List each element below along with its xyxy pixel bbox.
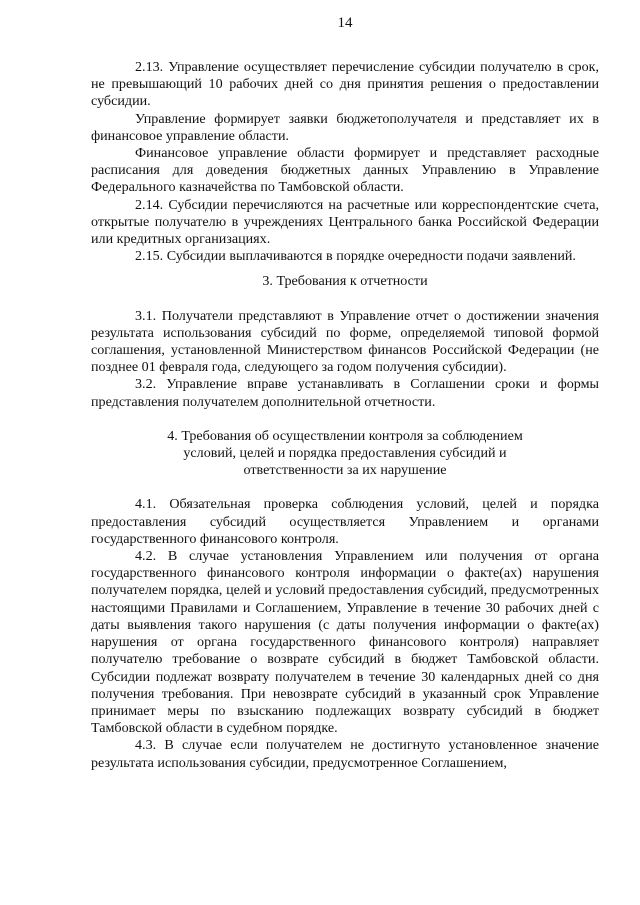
section-heading-4-line-2: условий, целей и порядка предоставления субсидий и: [183, 445, 507, 462]
paragraph-3-2: 3.2. Управление вправе устанавливать в Соглашении сроки и формы представления получателем дополнительной отчетности.: [91, 376, 599, 410]
paragraph-4-2: 4.2. В случае установления Управлением или получения от органа государственного финансового контроля информации о факте(ах) нарушения получателем порядка, целей и условий предоставления субсидий, предусмотренных настоящими Правилами и Соглашением, Управление в течение 30 рабочих дней с даты выявления такого нарушения (с даты получения информации о факте(ах) нарушения от органа государственного финансового контроля) направляет получателю требование о возврате субсидий в бюджет Тамбовской области. Субсидии подлежат возврату получателем в течение 30 календарных дней со дня получения требования. При невозврате субсидий в указанный срок Управление принимает меры по взысканию подлежащих возврату субсидий в бюджет Тамбовской области в судебном порядке.: [91, 548, 599, 737]
paragraph-4-3: 4.3. В случае если получателем не достигнуто установленное значение результата использования субсидии, предусмотренное Соглашением,: [91, 737, 599, 771]
document-body: [91, 59, 599, 772]
section-heading-4-line-3: ответственности за их нарушение: [243, 462, 447, 479]
paragraph-4-1: 4.1. Обязательная проверка соблюдения условий, целей и порядка предоставления субсидий осуществляется Управлением и органами государственного финансового контроля.: [91, 496, 599, 547]
paragraph-2-13-requests: Управление формирует заявки бюджетополучателя и представляет их в финансовое управление области.: [91, 110, 599, 144]
paragraph-3-1: 3.1. Получатели представляют в Управление отчет о достижении значения результата использования субсидий по форме, определяемой типовой формой соглашения, установленной Министерством финансов Российской Федерации (не позднее 01 февраля года, следующего за годом получения субсидии).: [91, 307, 599, 376]
paragraph-2-14: 2.14. Субсидии перечисляются на расчетные или корреспондентские счета, открытые получателю в учреждениях Центрального банка Российской Федерации или кредитных организациях.: [91, 196, 599, 248]
paragraph-2-15: 2.15. Субсидии выплачиваются в порядке очередности подачи заявлений.: [135, 248, 576, 265]
page-number: 14: [337, 15, 353, 31]
paragraph-2-13: 2.13. Управление осуществляет перечисление субсидии получателю в срок, не превышающий 10 рабочих дней со дня принятия решения о предоставлении субсидии.: [91, 59, 599, 110]
paragraph-2-13-schedules: Финансовое управление области формирует и представляет расходные расписания для доведения бюджетных данных Управлению в Управление Федерального казначейства по Тамбовской области.: [91, 145, 599, 196]
section-heading-3: 3. Требования к отчетности: [262, 273, 428, 290]
section-heading-4: [91, 428, 599, 480]
section-heading-4-line-1: 4. Требования об осуществлении контроля за соблюдением: [167, 427, 523, 444]
